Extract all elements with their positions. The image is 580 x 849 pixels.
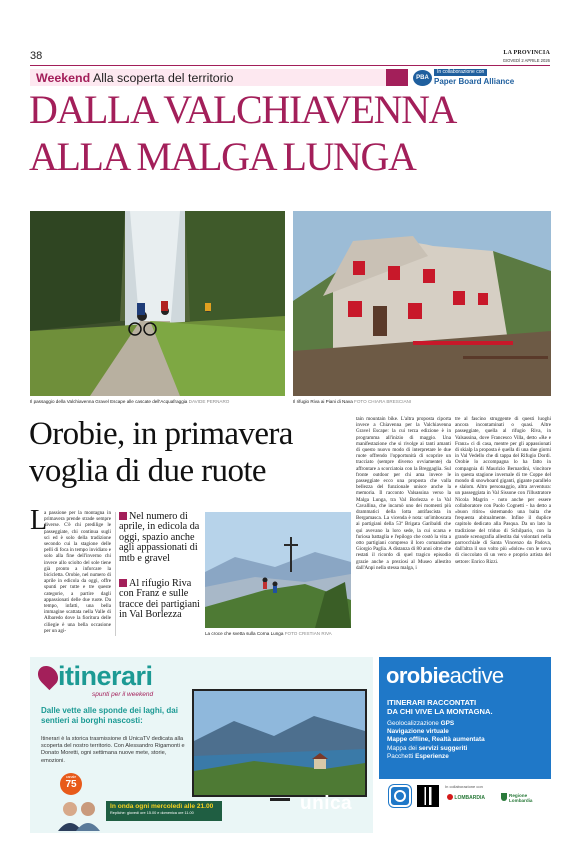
headline-line-1: DALLA VALCHIAVENNA <box>29 87 457 132</box>
itinerari-tv-screen <box>192 689 367 797</box>
article-title-line-2: voglia di due ruote <box>29 453 266 489</box>
newspaper-name: LA PROVINCIA <box>503 50 550 56</box>
sidebar-text: Nel numero di aprile, in edicola da oggi, spazio anche agli appassionati di mtb e gravel <box>119 511 200 564</box>
sidebar-highlight-2 <box>119 579 201 621</box>
unica-logo: unica <box>300 793 353 814</box>
pba-logo-text: PBA <box>416 75 429 81</box>
photo-rifugio-riva <box>293 211 551 396</box>
partner-regione <box>501 793 545 803</box>
caption-credit: DAVIDE PERNARO <box>188 399 230 404</box>
section-title <box>36 71 233 85</box>
ad-itinerari[interactable] <box>30 657 373 833</box>
regione-shield-icon <box>501 793 507 801</box>
caption-credit: FOTO CHIARA BRESCIANI <box>354 399 412 404</box>
feature-line <box>387 753 485 761</box>
feature-bold: servizi suggeriti <box>418 744 468 752</box>
lombardia-mark-icon <box>447 794 453 800</box>
orobie-headline-2: DA CHI VIVE LA MONTAGNA. <box>387 707 493 716</box>
presenters-photo <box>56 797 102 831</box>
headline-line-2: ALLA MALGA LUNGA <box>29 134 416 179</box>
issue-date: GIOVEDÌ 2 APRILE 2026 <box>502 58 550 63</box>
caption-text: Il rifugio Riva ai Piani di Nava <box>293 399 353 404</box>
photo-caption-right <box>293 399 411 404</box>
orobie-active-logo <box>386 663 504 689</box>
pba-name: Paper Board Alliance <box>434 77 515 86</box>
tv-stand <box>270 798 290 801</box>
feature-bold: Esperienze <box>415 752 449 760</box>
channel-badge-label: canale <box>65 775 77 779</box>
brand-orobie: orobie <box>386 663 450 688</box>
feature-pre: Mappa dei <box>387 744 419 752</box>
feature-line <box>387 736 485 744</box>
feature-pre: Geolocalizzazione <box>387 720 441 727</box>
pba-logo <box>413 70 432 86</box>
orobie-collab: In collaborazione con <box>445 784 483 789</box>
air-time-banner <box>106 801 222 821</box>
ad-orobie-active[interactable] <box>379 657 551 833</box>
feature-line <box>387 745 485 753</box>
feature-line <box>387 728 485 736</box>
caption-credit: FOTO CRISTIAN RIVA <box>284 631 332 636</box>
side-separator <box>115 512 116 636</box>
sidebar-highlight-1 <box>119 512 201 564</box>
channel-badge <box>60 773 82 795</box>
itinerari-body: Itinerari è la storica trasmissione di UnicaTV dedicata alla scoperta del nostro territorio. Con Alessandro Rigamonti e Donato Moretti, ogni settimana nuove mete, storie, emozioni. <box>41 736 185 764</box>
brand-active: active <box>449 663 504 688</box>
feature-bold: Navigazione virtuale <box>387 728 449 736</box>
photo-corna-lunga-cross <box>205 512 351 628</box>
photo-caption-left <box>30 399 229 404</box>
section-bar-end <box>386 69 408 86</box>
article-column-4: tre al fascino struggente di questi luoghi ancora incontaminati o quasi. Altre passeggiate, quella al rifugio Riva, in Valsassina, dove Francesco Villa, detto «Re e Franz» ci di casa, mentre per gli appassionati di skialp la proposta è quella di una due giorni in Val Vedello che di tappa del Rifugio Dordi. Orobie lo accompagna lo ha fatto in compagnia di Maurizio Bernardini, vincitore in questa stagione invernale di tre Coppe del mondo di snowboard giganti, gigante parallelo e slalom. Altro personaggio, altra avventura: un passeggiata in Val Sissone con l'illustratore Nicola Magrin - noto anche per essere collaboratore con Paolo Cognetti - ha detto a «buon ritiro» sistemando una baita che frequenta abitualmente. Infine il duplice capitolo dedicato alla Pasqua. Da un lato la tradizione del triduo di Schilpario, con la grande scenografia allestita dai volontari nella parrocchiale di Santa Vincenzo da Padova, dall'altra il suo volto più «dolce» con le uova di cioccolato di un vero e proprio artista del settore: Enrico Rizzi. <box>455 416 551 565</box>
partner-1: LOMBARDIA <box>454 795 485 801</box>
feature-bold: GPS <box>440 720 455 727</box>
section-rule-top <box>30 65 550 66</box>
sidebar-text: Al rifugio Riva con Franz e sulle tracce dei partigiani in Val Borlezza <box>119 578 200 621</box>
itinerari-headline: Dalle vette alle sponde dei laghi, dai sentieri ai borghi nascosti: <box>41 706 178 725</box>
bullet-square <box>119 512 127 520</box>
photo-caption-mid <box>205 631 332 636</box>
app-icon-ring <box>394 790 406 802</box>
app-icon[interactable] <box>389 785 411 807</box>
caption-text: La croce che svetta sulla Corna Lunga <box>205 631 284 636</box>
drop-cap: L <box>30 505 48 536</box>
itinerari-brand: itinerari <box>58 661 153 691</box>
feature-bold: Mappe offline, Realtà aumentata <box>387 736 485 744</box>
feature-line <box>387 720 485 728</box>
article-column-1: a passione per la montagna in primavera prende strade sempre diverse. C'è chi predilige le passeggiate, chi continua sugli sci ed è solo della tradizione secondo cui la stagione delle pelli di foca in tempo invidiato e solo alla fine dell'inverno chi invece allo sciolto del sole tiene già pronto a inforcare la bicicletta. Orobie, nel numero di aprile in edicola da oggi, offre spunti per tutte e tre queste categorie, a partire dagli appassionati delle due ruote. Da tempo, infatti, una bella immagine scattata nella Valle di Albaredo dove la fioritura delle ciliegie è una bella occasione per un agi- <box>44 510 111 634</box>
orobie-features <box>387 720 485 761</box>
partner-lombardia <box>447 794 485 801</box>
bullet-square <box>119 579 127 587</box>
replica-times: Repliche: giovedì ore 15.00 e domenica ore 11.00 <box>110 811 194 815</box>
collab-label: In collaborazione con <box>434 69 487 76</box>
orobie-headline-1: ITINERARI RACCONTATI <box>387 698 477 707</box>
air-time: In onda ogni mercoledì alle 21.00 <box>110 803 214 810</box>
section-subtitle: Alla scoperta del territorio <box>92 71 234 85</box>
channel-badge-number: 75 <box>65 779 77 790</box>
caption-text: Il passaggio della Valchiavenna Gravel Escape alle cascate dell'Acquafraggia <box>30 399 188 404</box>
feature-pre: Pacchetti <box>387 752 416 760</box>
photo-waterfall-cyclists <box>30 211 285 396</box>
qr-code-icon[interactable] <box>417 785 439 807</box>
article-column-3: tain mountain bike. L'altra proposta ciporta invece a Chiavenna per la Valchiavenna Gravel Escape: la cui terza edizione è in programma all'inizio di maggio. Una manifestazione che si rivolge ai tanti amanti di questo nuovo modo di interpretare le due ruote offrendo l'opportunità di scoprire un tracciato (sempre diverso ovviamente) da affrontare a scorciatoia con la Breggaglia. Sul fronte outdoor per chi ama invece le passeggiate ecco una proposta che valla bellezza del funzionale unisce anche la memoria. Il racconto Valsassina verso la Malga Lunga, tra Val Borlezza e la Val Cavallina, che incarnò uno dei momenti più drammatici della lotta antifascista in Bergamasca. La vicenda è nota: un'imboscata ai partigiani della 53ª Brigata Garibaldi che qui avevano la loro sede, la cui scarsa e furiosa battaglia e l'epilogo che costò la vita a otto partigiani compreso il loro comandante Giorgio Paglia. A distanza di 80 anni oltre che restati il ricordo di quel tragico episodio grazie anche a preziosi al Museo allestito dall'Anpi nella stessa malga, i <box>356 416 451 571</box>
itinerari-tagline: spunti per il weekend <box>92 691 154 698</box>
page-number: 38 <box>30 50 43 62</box>
article-title-line-1: Orobie, in primavera <box>29 416 293 452</box>
section-label: Weekend <box>36 71 91 85</box>
partner-2: Regione Lombardia <box>509 793 533 803</box>
